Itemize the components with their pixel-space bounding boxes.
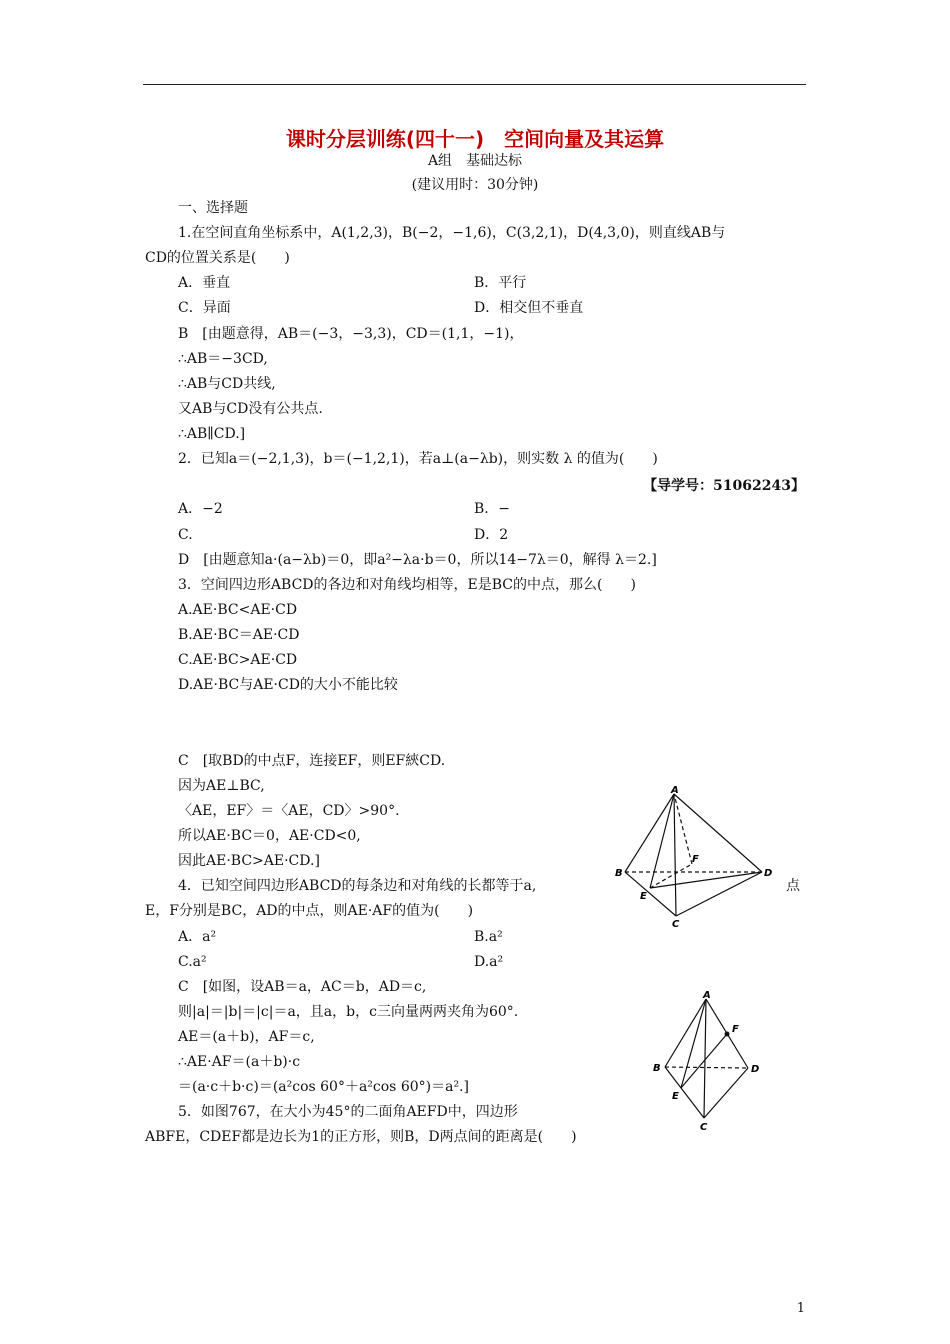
q1-option-b: B．平行 xyxy=(474,275,527,291)
tetrahedron-figure-2 xyxy=(648,990,768,1132)
q4-stem-line1-end: 点 xyxy=(786,878,800,894)
q3-answer-line2: 因为AE⊥BC, xyxy=(178,778,265,794)
fig2-point-e-label: E xyxy=(672,1091,679,1102)
q4-answer-line2: 则|a|＝|b|＝|c|＝a，且a，b，c三向量两两夹角为60°. xyxy=(178,1004,519,1020)
fig1-point-f-label: F xyxy=(692,854,699,865)
q4-stem-line1: 4．已知空间四边形ABCD的每条边和对角线的长都等于a, xyxy=(178,878,537,894)
q3-option-b: B.AE·BC＝AE·CD xyxy=(178,627,300,643)
fig2-vertex-b-label: B xyxy=(653,1063,661,1074)
q3-option-d: D.AE·BC与AE·CD的大小不能比较 xyxy=(178,677,398,693)
q5-stem-line1: 5．如图767，在大小为45°的二面角AEFD中，四边形 xyxy=(178,1104,518,1120)
header-rule xyxy=(143,84,806,85)
q5-stem-line2: ABFE，CDEF都是边长为1的正方形，则B，D两点间的距离是( ) xyxy=(145,1129,577,1145)
fig2-vertex-c-label: C xyxy=(700,1122,708,1132)
fig2-vertex-a-label: A xyxy=(703,990,711,1001)
tetrahedron-figure-1 xyxy=(612,782,782,930)
q4-answer-line3: AE＝(a＋b)，AF＝c, xyxy=(178,1029,315,1045)
q3-option-a: A.AE·BC<AE·CD xyxy=(178,602,298,618)
fig1-vertex-a-label: A xyxy=(671,785,679,796)
q1-answer-line4: 又AB与CD没有公共点. xyxy=(178,401,323,417)
q4-answer-line5: ＝(a·c＋b·c)＝(a²cos 60°＋a²cos 60°)＝a².] xyxy=(178,1079,469,1095)
fig1-point-e-label: E xyxy=(640,891,647,902)
page-title: 课时分层训练(四十一) 空间向量及其运算 xyxy=(285,127,665,151)
q2-answer: D [由题意知a·(a−λb)＝0，即a²−λa·b＝0，所以14−7λ＝0，解得 λ＝2.] xyxy=(178,552,657,568)
group-label: A组 基础达标 xyxy=(427,153,523,169)
q2-reference-number: 【导学号：51062243】 xyxy=(643,478,805,494)
q3-answer-line3: 〈AE，EF〉＝〈AE，CD〉>90°. xyxy=(178,803,400,819)
q4-option-a: A．a² xyxy=(178,929,217,945)
q2-option-c: C. xyxy=(178,527,193,543)
q3-answer-line4: 所以AE·BC＝0，AE·CD<0, xyxy=(178,828,361,844)
q1-option-d: D．相交但不垂直 xyxy=(474,300,584,316)
section-heading: 一、选择题 xyxy=(178,200,248,216)
q3-stem: 3．空间四边形ABCD的各边和对角线均相等，E是BC的中点，那么( ) xyxy=(178,577,636,593)
q2-option-b: B．− xyxy=(474,501,511,517)
q3-answer-line5: 因此AE·BC>AE·CD.] xyxy=(178,853,320,869)
q3-option-c: C.AE·BC>AE·CD xyxy=(178,652,298,668)
q1-answer-line1: B [由题意得，AB＝(−3，−3,3)，CD＝(1,1，−1)， xyxy=(178,326,524,342)
q4-option-b: B.a² xyxy=(474,929,503,945)
q2-option-d: D．2 xyxy=(474,527,509,543)
q4-answer-line1: C [如图，设AB＝a，AC＝b，AD＝c, xyxy=(178,979,427,995)
fig1-vertex-c-label: C xyxy=(672,919,680,930)
page-number: 1 xyxy=(796,1301,805,1316)
q1-answer-line3: ∴AB与CD共线, xyxy=(178,376,276,392)
fig1-vertex-b-label: B xyxy=(615,868,623,879)
q1-answer-line5: ∴AB∥CD.] xyxy=(178,426,246,442)
q4-stem-line2: E，F分别是BC，AD的中点，则AE·AF的值为( ) xyxy=(145,903,474,919)
q4-option-d: D.a² xyxy=(474,954,504,970)
q2-stem: 2．已知a＝(−2,1,3)，b＝(−1,2,1)，若a⊥(a−λb)，则实数 λ 的值为( ) xyxy=(178,451,658,467)
fig2-point-f-label: F xyxy=(732,1024,739,1035)
q4-option-c: C.a² xyxy=(178,954,207,970)
fig1-vertex-d-label: D xyxy=(764,868,773,879)
q2-option-a: A．−2 xyxy=(178,501,223,517)
q1-option-a: A．垂直 xyxy=(178,275,231,291)
q1-option-c: C．异面 xyxy=(178,300,231,316)
q1-stem-line1: 1.在空间直角坐标系中，A(1,2,3)，B(−2，−1,6)，C(3,2,1)，D(4,3,0)，则直线AB与 xyxy=(178,225,726,241)
fig2-vertex-d-label: D xyxy=(751,1064,760,1075)
q4-answer-line4: ∴AE·AF＝(a＋b)·c xyxy=(178,1054,301,1070)
q1-stem-line2: CD的位置关系是( ) xyxy=(145,250,290,266)
q1-answer-line2: ∴AB＝−3CD, xyxy=(178,351,268,367)
time-note: (建议用时：30分钟) xyxy=(411,177,539,193)
q3-answer-line1: C [取BD的中点F，连接EF，则EF綊CD. xyxy=(178,753,446,769)
